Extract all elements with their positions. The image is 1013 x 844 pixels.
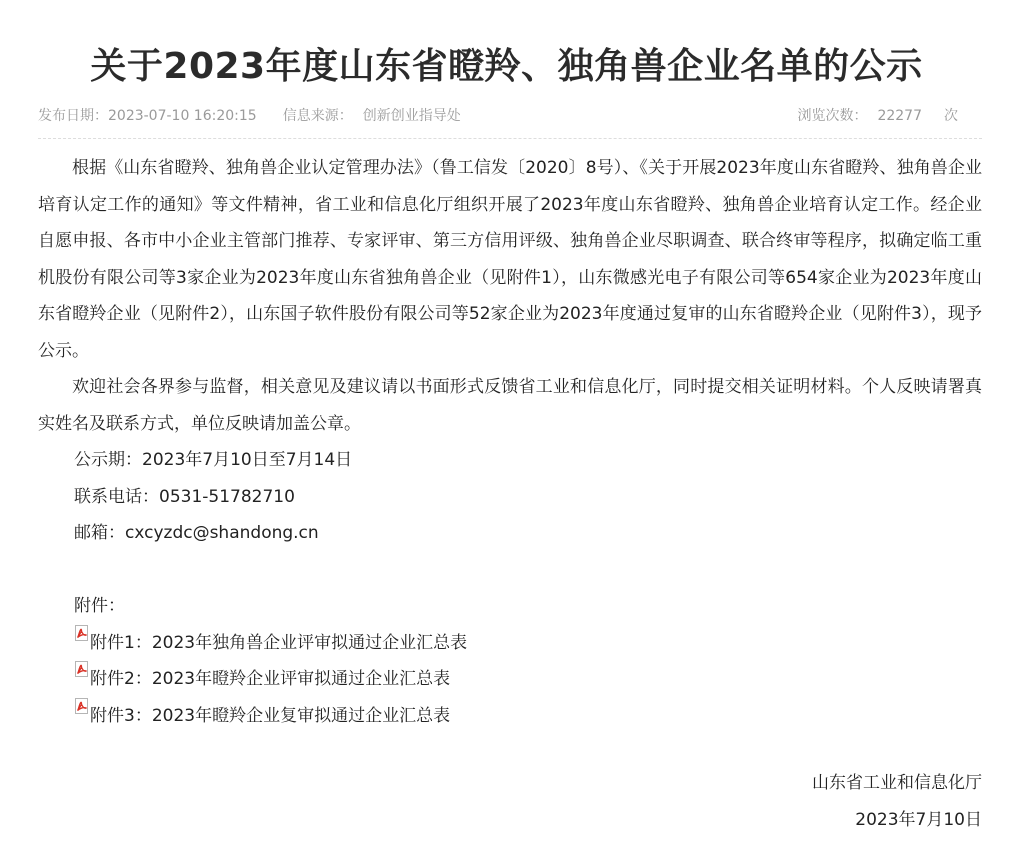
attachment-2-link[interactable]: 附件2：2023年瞪羚企业评审拟通过企业汇总表 (90, 669, 451, 689)
views-unit: 次 (944, 108, 958, 124)
pdf-icon (74, 661, 90, 677)
meta-left (38, 105, 461, 125)
contact-phone: 联系电话：0531-51782710 (74, 486, 295, 507)
paragraph-1: 根据《山东省瞪羚、独角兽企业认定管理办法》（鲁工信发〔2020〕8号）、《关于开展2023年度山东省瞪羚、独角兽企业培育认定工作的通知》等文件精神，省工业和信息化厅组织开展了2023年度山东省瞪羚、独角兽企业培育认定工作。经企业自愿申报、各市中小企业主管部门推荐、专家评审、第三方信用评级、独角兽企业尽职调查、联合终审等程序，拟确定临工重机股份有限公司等3家企业为2023年度山东省独角兽企业（见附件1），山东微感光电子有限公司等654家企业为2023年度山东省瞪羚企业（见附件2），山东国子软件股份有限公司等52家企业为2023年度通过复审的山东省瞪羚企业（见附件3），现予公示。 (38, 158, 982, 361)
attachment-1-link[interactable]: 附件1：2023年独角兽企业评审拟通过企业汇总表 (90, 632, 468, 653)
divider (38, 138, 982, 139)
signature-date: 2023年7月10日 (855, 809, 982, 830)
attachment-item[interactable] (38, 661, 982, 698)
paragraph-2: 欢迎社会各界参与监督，相关意见及建议请以书面形式反馈省工业和信息化厅，同时提交相关证明材料。个人反映请署真实姓名及联系方式，单位反映请加盖公章。 (38, 377, 982, 434)
attachment-3-link[interactable]: 附件3：2023年瞪羚企业复审拟通过企业汇总表 (90, 705, 451, 726)
source: 创新创业指导处 (362, 108, 461, 124)
pdf-icon (74, 698, 90, 714)
contact-email: 邮箱：cxcyzdc@shandong.cn (74, 523, 319, 543)
source-label: 信息来源： (282, 108, 353, 124)
article-meta (38, 105, 982, 129)
attachment-item[interactable] (38, 698, 982, 735)
views-count: 22277 (877, 108, 922, 124)
publish-date-label: 发布日期： (38, 108, 108, 124)
attachments-label: 附件： (74, 596, 125, 616)
signature-org: 山东省工业和信息化厅 (812, 773, 982, 793)
attachment-item[interactable] (38, 625, 982, 662)
publish-date: 2023-07-10 16:20:15 (108, 108, 257, 124)
article-body (38, 150, 982, 734)
publicity-period: 公示期：2023年7月10日至7月14日 (74, 450, 353, 470)
meta-right (797, 105, 958, 125)
signature (812, 765, 982, 838)
pdf-icon (74, 625, 90, 641)
views-label: 浏览次数： (797, 108, 868, 124)
spacer (38, 552, 982, 589)
page-title: 关于2023年度山东省瞪羚、独角兽企业名单的公示 (90, 46, 923, 87)
